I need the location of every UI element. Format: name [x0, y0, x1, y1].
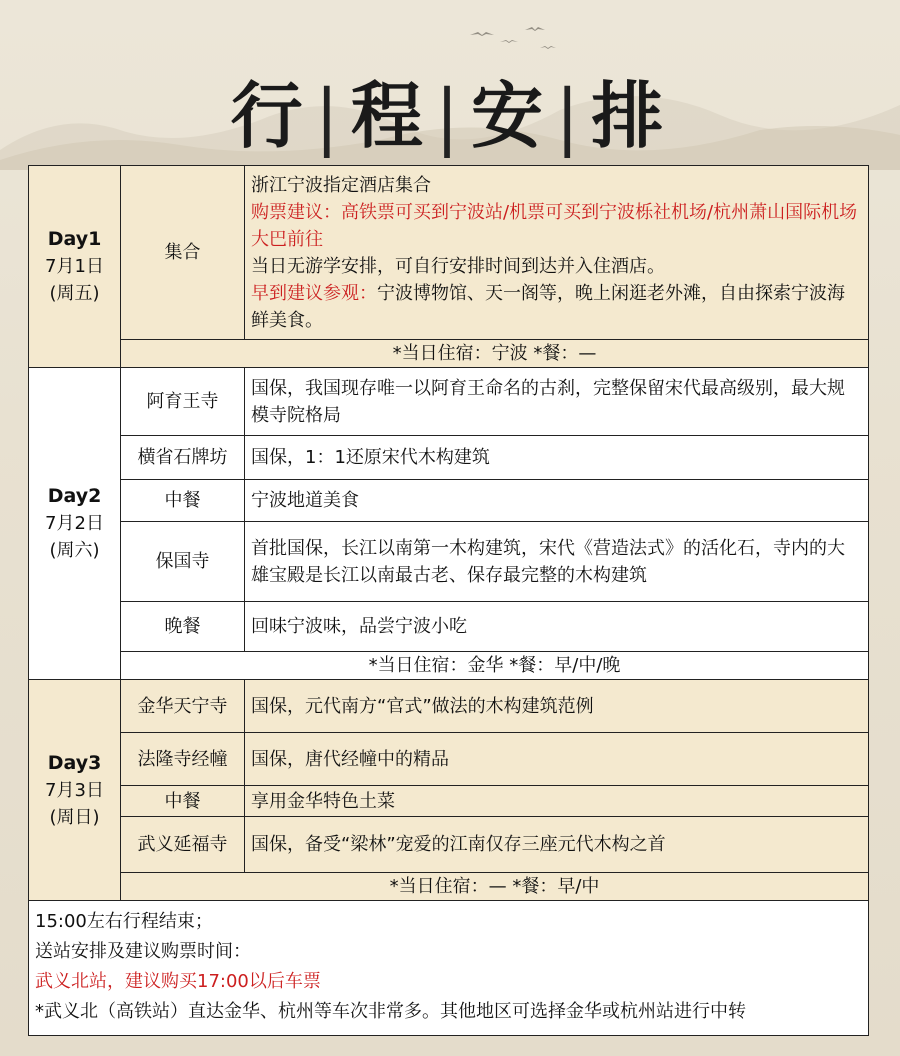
page-title: [0, 58, 900, 162]
activity-name: 集合: [121, 166, 245, 340]
early-arrival-tip: [251, 280, 862, 334]
activity-name: 保国寺: [121, 522, 245, 602]
day-date: 7月2日: [45, 513, 104, 534]
activity-name: 金华天宁寺: [121, 680, 245, 733]
ticket-advice: 购票建议：高铁票可买到宁波站/机票可买到宁波栎社机场/杭州萧山国际机场大巴前往: [251, 201, 858, 250]
day-summary: *当日住宿：宁波 *餐：—: [121, 340, 869, 368]
activity-name: 晚餐: [121, 602, 245, 652]
day-weekday: (周六): [49, 540, 100, 561]
title-char: 行: [230, 73, 309, 158]
desc-line: 当日无游学安排，可自行安排时间到达并入住酒店。: [251, 255, 665, 277]
day-summary: *当日住宿：金华 *餐：早/中/晚: [121, 652, 869, 680]
tip-text: 宁波博物馆、天一阁等，晚上闲逛老外滩，自由探索宁波海鲜美食。: [251, 282, 845, 331]
day2-cell: [29, 368, 121, 680]
transfer-note: *武义北（高铁站）直达金华、杭州等车次非常多。其他地区可选择金华或杭州站进行中转: [35, 1001, 746, 1022]
ticket-advice: 武义北站，建议购买17:00以后车票: [35, 971, 321, 992]
title-divider: |: [434, 74, 466, 158]
title-divider: |: [555, 74, 586, 158]
activity-name: 武义延福寺: [121, 817, 245, 873]
activity-description: 首批国保，长江以南第一木构建筑，宋代《营造法式》的活化石，寺内的大雄宝殿是长江以南最古老、保存最完整的木构建筑: [245, 522, 869, 602]
end-time-note: 15:00左右行程结束；: [35, 911, 213, 932]
day-weekday: (周五): [49, 283, 100, 304]
activity-description: 国保，1：1还原宋代木构建筑: [245, 436, 869, 480]
tip-label: 早到建议参观：: [251, 282, 377, 304]
activity-description: 回味宁波味，品尝宁波小吃: [245, 602, 869, 652]
activity-description: 国保，备受“梁林”宠爱的江南仅存三座元代木构之首: [245, 817, 869, 873]
title-char: 安: [471, 73, 550, 158]
activity-description: 国保，唐代经幢中的精品: [245, 733, 869, 786]
activity-description: 国保，元代南方“官式”做法的木构建筑范例: [245, 680, 869, 733]
activity-name: 横省石牌坊: [121, 436, 245, 480]
day-label: Day3: [47, 751, 102, 774]
title-char: 排: [591, 73, 670, 158]
desc-line: 浙江宁波指定酒店集合: [251, 174, 431, 196]
departure-notes: [29, 901, 869, 1036]
activity-description: 享用金华特色土菜: [245, 786, 869, 817]
day-label: Day2: [47, 485, 102, 507]
transfer-heading: 送站安排及建议购票时间：: [35, 941, 251, 962]
day-weekday: (周日): [49, 806, 100, 828]
activity-name: 阿育王寺: [121, 368, 245, 436]
day3-cell: [29, 680, 121, 901]
day-label: Day1: [47, 228, 102, 250]
title-divider: |: [314, 74, 345, 158]
itinerary-table: [28, 165, 869, 1036]
day-summary: *当日住宿：— *餐：早/中: [121, 873, 869, 901]
activity-name: 法隆寺经幢: [121, 733, 245, 786]
activity-name: 中餐: [121, 786, 245, 817]
day-date: 7月3日: [45, 779, 104, 801]
activity-description: 宁波地道美食: [245, 480, 869, 522]
activity-description: 国保，我国现存唯一以阿育王命名的古刹，完整保留宋代最高级别，最大规模寺院格局: [245, 368, 869, 436]
title-char: 程: [350, 73, 429, 158]
activity-description: [245, 166, 869, 340]
day-date: 7月1日: [45, 256, 104, 277]
activity-name: 中餐: [121, 480, 245, 522]
day1-cell: [29, 166, 121, 368]
bird-icons: [470, 27, 556, 49]
